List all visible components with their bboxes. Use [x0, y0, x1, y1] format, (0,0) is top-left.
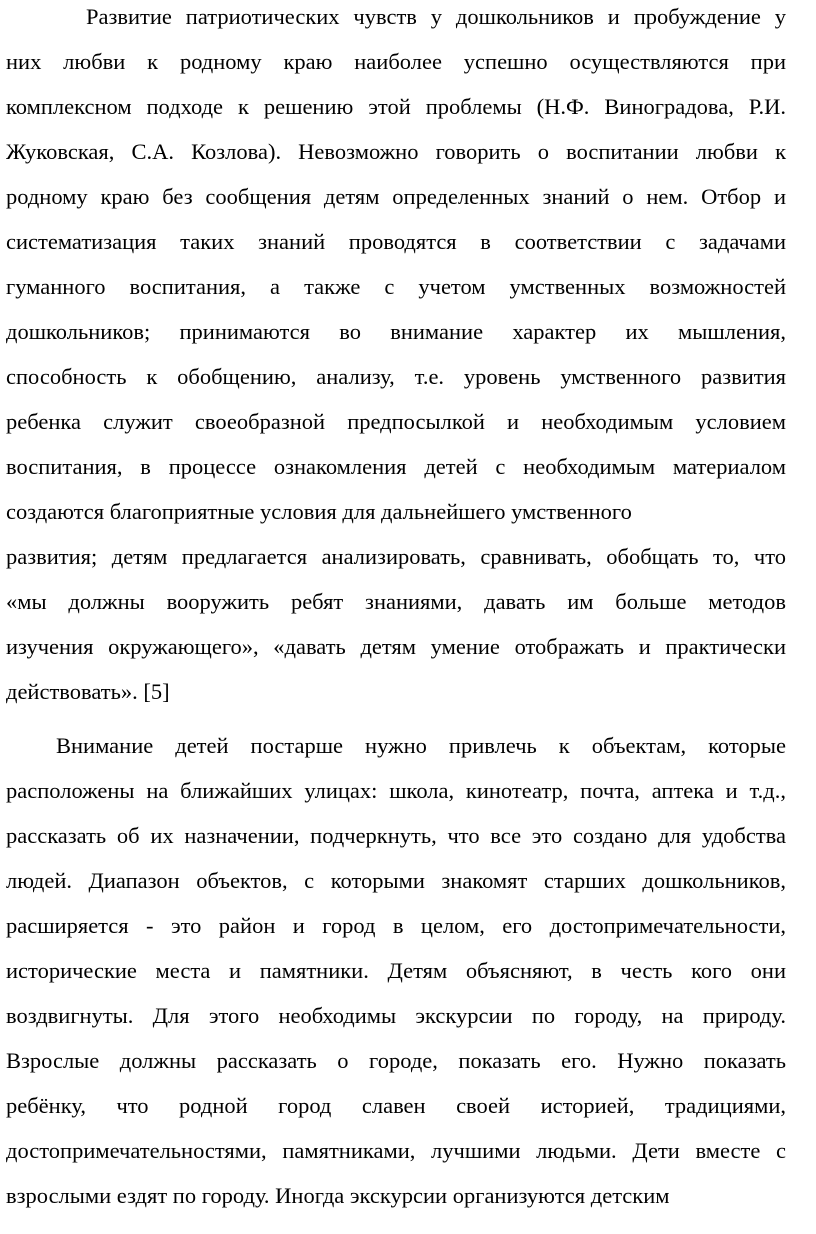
text-line: расширяется - это район и город в целом, его достопримечательности, [6, 913, 786, 938]
text-line: достопримечательностями, памятниками, лучшими людьми. Дети вместе с [6, 1138, 786, 1163]
text-line: создаются благоприятные условия для дальнейшего умственного [6, 499, 632, 524]
text-line: ребёнку, что родной город славен своей историей, традициями, [6, 1093, 786, 1118]
text-line: родному краю без сообщения детям определенных знаний о нем. Отбор и [6, 184, 786, 209]
text-line: воспитания, в процессе ознакомления детей с необходимым материалом [6, 454, 786, 479]
text-line: способность к обобщению, анализу, т.е. уровень умственного развития [6, 364, 786, 389]
text-line: расположены на ближайших улицах: школа, кинотеатр, почта, аптека и т.д., [6, 778, 786, 803]
text-line: изучения окружающего», «давать детям умение отображать и практически [6, 634, 786, 659]
text-line: систематизация таких знаний проводятся в соответствии с задачами [6, 229, 786, 254]
text-line: Внимание детей постарше нужно привлечь к объектам, которые [56, 733, 786, 758]
text-line: комплексном подходе к решению этой проблемы (Н.Ф. Виноградова, Р.И. [6, 94, 786, 119]
text-line: Развитие патриотических чувств у дошкольников и пробуждение у [86, 4, 786, 29]
text-line: людей. Диапазон объектов, с которыми знакомят старших дошкольников, [6, 868, 786, 893]
text-line: рассказать об их назначении, подчеркнуть, что все это создано для удобства [6, 823, 786, 848]
text-line: взрослыми ездят по городу. Иногда экскурсии организуются детским [6, 1183, 670, 1208]
text-line: ребенка служит своеобразной предпосылкой и необходимым условием [6, 409, 786, 434]
text-line: гуманного воспитания, а также с учетом умственных возможностей [6, 274, 786, 299]
text-line: действовать». [5] [6, 679, 170, 704]
text-line: развития; детям предлагается анализировать, сравнивать, обобщать то, что [6, 544, 786, 569]
text-line: воздвигнуты. Для этого необходимы экскурсии по городу, на природу. [6, 1003, 786, 1028]
text-line: Взрослые должны рассказать о городе, показать его. Нужно показать [6, 1048, 786, 1073]
text-line: «мы должны вооружить ребят знаниями, давать им больше методов [6, 589, 786, 614]
text-line: дошкольников; принимаются во внимание характер их мышления, [6, 319, 786, 344]
text-line: них любви к родному краю наиболее успешно осуществляются при [6, 49, 786, 74]
text-line: Жуковская, С.А. Козлова). Невозможно говорить о воспитании любви к [6, 139, 786, 164]
text-line: исторические места и памятники. Детям объясняют, в честь кого они [6, 958, 786, 983]
